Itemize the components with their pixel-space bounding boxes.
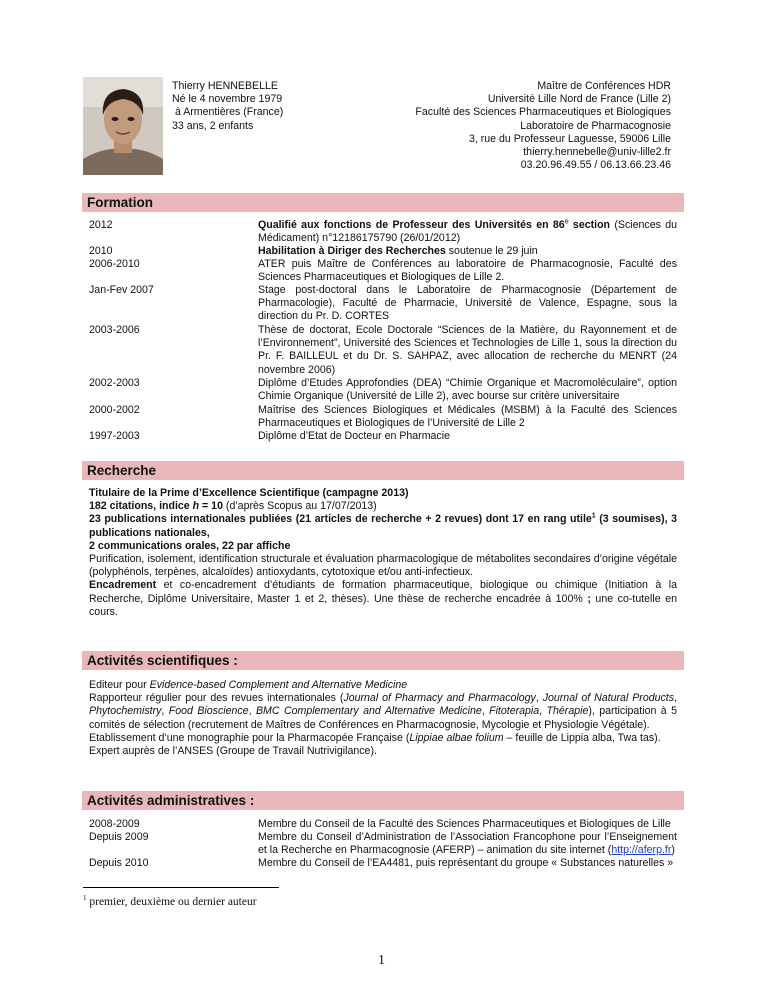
admin-entry-text: Membre du Conseil d’Administration de l’Association Francophone pour l’Enseignement et la Recherche en Pharmacognosie (AFERP) – animation du site internet ( (258, 831, 677, 857)
qualification-label: Qualifié aux fonctions de Professeur des Universités en 86 (258, 219, 565, 231)
semicolon: ; (587, 592, 591, 605)
h-index-value: = 10 (199, 500, 223, 513)
formation-entry (258, 245, 677, 258)
hdr-label: Habilitation à Diriger des Recherches (258, 245, 446, 257)
separator: , (161, 705, 169, 718)
job-title: Maître de Conférences HDR (537, 80, 671, 92)
person-name: Thierry HENNEBELLE (172, 80, 278, 92)
prime-line (89, 487, 677, 500)
reviewer-text: Rapporteur régulier pour des revues internationales ( (89, 692, 344, 705)
formation-entry: Thèse de doctorat, Ecole Doctorale “Sciences de la Matière, du Rayonnement et de l’Environnement”, Université des Sciences et Technologies de Lille 1, sous la direction du Pr. F. BAILLEUL et du Dr. S. SAHPAZ, avec allocation de recherche du MENRT (24 novembre 2006) (258, 324, 677, 376)
journal-name: Food Bioscience (168, 705, 249, 718)
formation-entry: Maîtrise des Sciences Biologiques et Médicales (MSBM) à la Faculté des Sciences Pharmaceutiques et Biologiques de l’Université de Lille 2 (258, 404, 677, 430)
formation-date: 2010 (89, 245, 113, 257)
hdr-detail: soutenue le 29 juin (445, 245, 538, 257)
identity-block (172, 80, 283, 133)
activites-content (89, 679, 677, 758)
separator: , (535, 692, 543, 705)
citations-line (89, 500, 677, 513)
formation-date: 2006-2010 (89, 258, 140, 270)
profile-photo (83, 77, 163, 175)
formation-date: 2000-2002 (89, 404, 140, 416)
admin-entry-text-end: ) (671, 844, 675, 857)
aferp-link[interactable]: http://aferp.fr (611, 844, 672, 857)
citations-source: (d’après Scopus au 17/07/2013) (222, 500, 377, 513)
formation-entry (258, 219, 677, 245)
qualification-detail: (Sciences du Médicament) n°12186175790 (26/01/2012) (258, 219, 677, 245)
journal-name: Fitoterapia (489, 705, 540, 718)
supervision-line (89, 579, 677, 619)
footnote (83, 896, 257, 909)
admin-date: Depuis 2010 (89, 857, 149, 869)
expert-line: Expert auprès de l’ANSES (Groupe de Travail Nutrivigilance). (89, 745, 377, 758)
family-status: 33 ans, 2 enfants (172, 119, 254, 132)
contact-block (415, 80, 671, 172)
supervision-text-end: une co-tutelle en cours. (89, 592, 677, 618)
monograph-line (89, 732, 677, 745)
footnote-number: 1 (83, 894, 87, 903)
supervision-label: Encadrement (89, 579, 157, 592)
section-heading-activites-administratives: Activités administratives : (82, 791, 684, 810)
footnote-divider (83, 887, 279, 888)
publications-text-end: (3 soumises), 3 publications nationales, (89, 513, 677, 539)
faculty: Faculté des Sciences Pharmaceutiques et Biologiques (415, 106, 671, 119)
formation-date: 1997-2003 (89, 430, 140, 442)
page-number: 1 (378, 953, 385, 968)
monograph-text: Etablissement d’une monographie pour la Pharmacopée Française ( (89, 731, 410, 744)
footnote-ref: 1 (591, 512, 596, 520)
university: Université Lille Nord de France (Lille 2) (487, 93, 671, 106)
communications-line (89, 540, 677, 553)
research-topics: Purification, isolement, identification structurale et évaluation pharmacologique de métabolites secondaires d’origine végétale (polyphénols, terpènes, alcaloïdes) antioxydants, cytotoxique et/ou anti-infectieux. (89, 553, 677, 579)
recherche-content (89, 487, 677, 619)
reviewer-line (89, 692, 677, 732)
formation-entry: Diplôme d’Etat de Docteur en Pharmacie (258, 430, 450, 442)
email-address: thierry.hennebelle@univ-lille2.fr (523, 146, 671, 159)
formation-entry: ATER puis Maître de Conférences au laboratoire de Pharmacognosie, Faculté des Sciences Pharmaceutiques et Biologiques de Lille 2. (258, 258, 677, 284)
admin-date: Depuis 2009 (89, 831, 149, 843)
laboratory: Laboratoire de Pharmacognosie (520, 119, 671, 132)
admin-entry: Membre du Conseil de la Faculté des Sciences Pharmaceutiques et Biologiques de Lille (258, 818, 671, 830)
birth-place: à Armentières (France) (172, 106, 284, 119)
separator: , (481, 705, 490, 718)
reviewer-text-end: ), participation à 5 comités de sélection (recrutement de Maîtres de Conférences en Pharmacognosie, Mycologie et Physiologie Végétale). (89, 705, 678, 731)
section-heading-formation: Formation (82, 193, 684, 212)
birth-date: Né le 4 novembre 1979 (172, 93, 283, 106)
formation-entry: Diplôme d’Etudes Approfondies (DEA) “Chimie Organique et Macromoléculaire”, option Chimie Organique (Université de Lille 2), avec bourse sur critère universitaire (258, 377, 677, 403)
superscript: e (564, 218, 569, 226)
journal-name: BMC Complementary and Alternative Medicine (255, 705, 482, 718)
monograph-title: Lippiae albae folium (409, 731, 504, 744)
journal-name: Thérapie (546, 705, 589, 718)
postal-address: 3, rue du Professeur Laguesse, 59006 Lille (468, 132, 671, 145)
supervision-text: et co-encadrement d’étudiants de formation pharmaceutique, biologique ou chimique (Initiation à la Recherche, Diplôme Universitaire, Master 1 et 2, thèses). Une thèse de recherche encadrée à 100% (89, 579, 677, 605)
admin-date: 2008-2009 (89, 818, 140, 830)
section-heading-recherche: Recherche (82, 461, 684, 480)
admin-entry (258, 831, 677, 857)
separator: , (248, 705, 256, 718)
qualification-label-end: section (568, 219, 611, 231)
journal-name: Journal of Natural Products (542, 692, 675, 705)
formation-date: 2012 (89, 219, 113, 231)
footnote-text: premier, deuxième ou dernier auteur (86, 896, 257, 908)
section-heading-activites-scientifiques: Activités scientifiques : (82, 651, 684, 670)
journal-name: Evidence-based Complement and Alternative Medicine (149, 679, 408, 691)
citations-text: 182 citations, indice (89, 500, 193, 513)
editor-text: Editeur pour (89, 679, 150, 691)
journal-name: Phytochemistry (89, 705, 162, 718)
h-index-symbol: h (192, 500, 200, 513)
formation-date: 2003-2006 (89, 324, 140, 336)
monograph-text-end: – feuille de Lippia alba, Twa tas). (503, 731, 661, 744)
formation-date: 2002-2003 (89, 377, 140, 389)
journal-name: Journal of Pharmacy and Pharmacology (343, 692, 536, 705)
communications-text: 2 communications orales, 22 par affiche (89, 539, 291, 552)
publications-line (89, 513, 677, 539)
admin-entry: Membre du Conseil de l’EA4481, puis représentant du groupe « Substances naturelles » (258, 857, 674, 869)
phone-numbers: 03.20.96.49.55 / 06.13.66.23.46 (520, 159, 671, 172)
formation-date: Jan-Fev 2007 (89, 284, 154, 296)
editor-line (89, 679, 677, 692)
publications-text: 23 publications internationales publiées (21 articles de recherche + 2 revues) dont 17 en rang utile (89, 513, 592, 526)
formation-entry: Stage post-doctoral dans le Laboratoire de Pharmacognosie (Département de Pharmacologie), Faculté de Pharmacie, Université de Valence, Espagne, sous la direction du Pr. D. CORTES (258, 284, 677, 323)
separator: , (539, 705, 547, 718)
prime-text: Titulaire de la Prime d’Excellence Scientifique (campagne 2013) (89, 487, 409, 499)
separator: , (674, 692, 677, 705)
